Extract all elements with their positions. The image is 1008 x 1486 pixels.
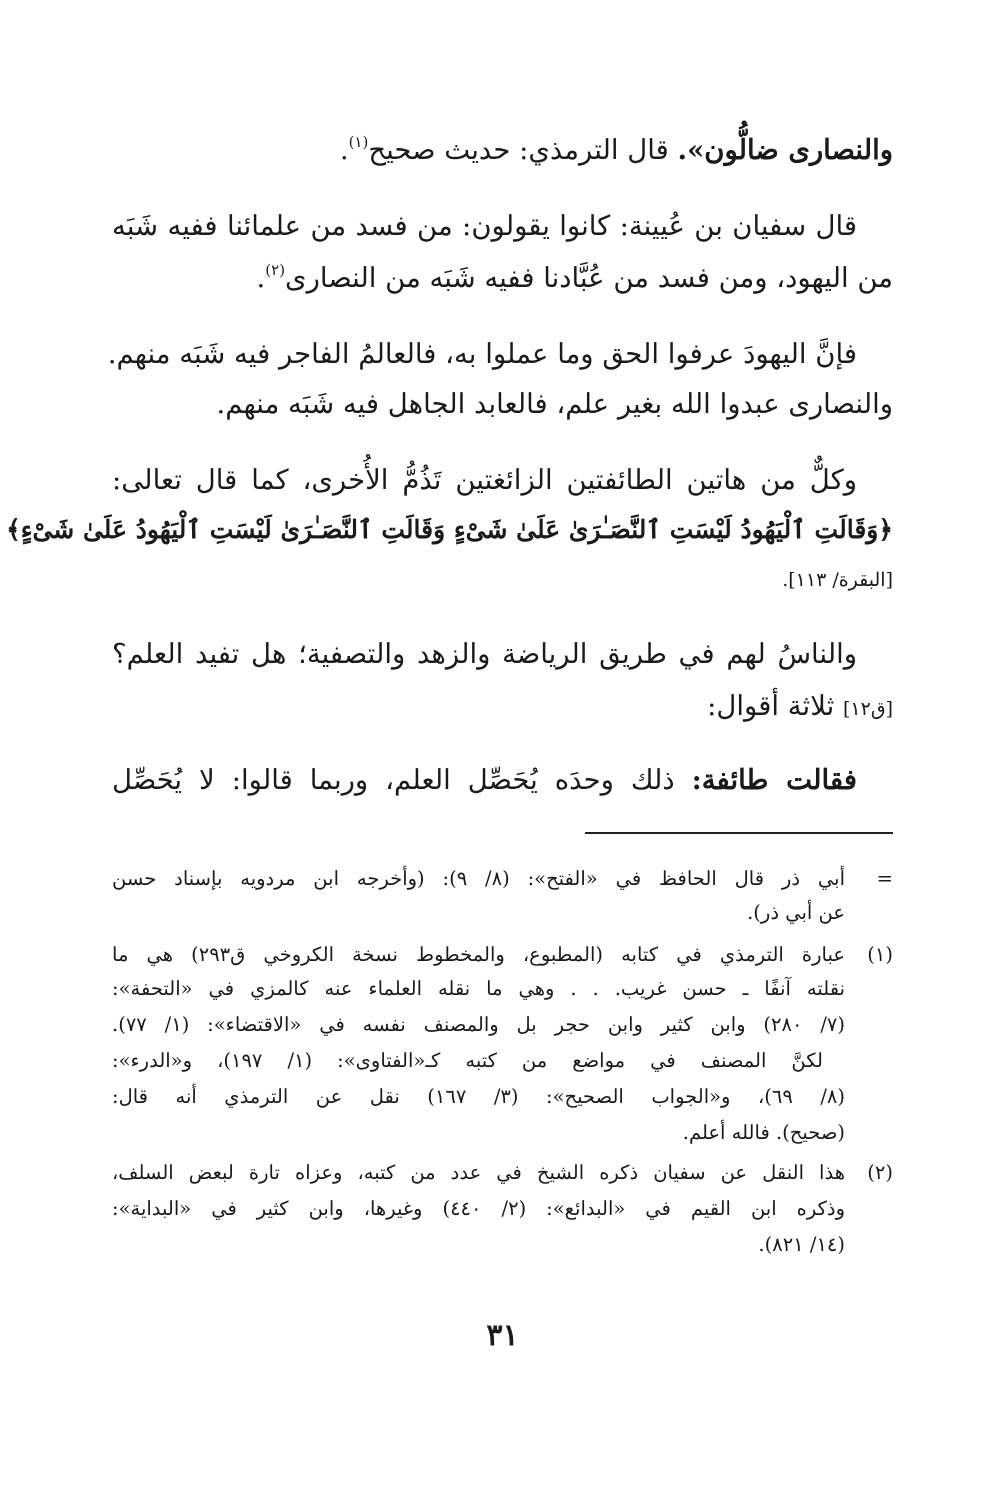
group-label: فقالت طائفة: <box>691 764 857 796</box>
footnote-continued-line-2: عن أبي ذر). <box>747 901 845 924</box>
paragraph-6-text: ذلك وحدَه يُحَصِّل العلم، وربما قالوا: لا يُحَصِّل <box>112 764 692 796</box>
tirmidhi-grading: قال الترمذي: حديث صحيح <box>368 134 678 166</box>
footnote-1-line-6: (صحيح). فالله أعلم. <box>682 1121 845 1144</box>
book-page <box>6 0 893 1486</box>
paragraph-4-line-1: وكلٌّ من هاتين الطائفتين الزائغتين تَذُمُّ الأُخرى، كما قال تعالى: <box>112 464 857 496</box>
paragraph-1 <box>112 130 893 170</box>
footnote-1-line-4: لكنَّ المصنف في مواضع من كتبه كـ«الفتاوى»: (١/ ١٩٧)، و«الدرء»: <box>112 1049 823 1072</box>
paragraph-5-line-2-text: ثلاثة أقوال: <box>707 690 843 722</box>
quran-verse: ﴿وَقَالَتِ ٱلْيَهُودُ لَيْسَتِ ٱلنَّصَـٰرَىٰ عَلَىٰ شَىْءٍ وَقَالَتِ ٱلنَّصَـٰرَىٰ لَيْسَتِ ٱلْيَهُودُ عَلَىٰ شَىْءٍ﴾ <box>6 515 893 544</box>
footnote-ref-2[interactable]: (٢) <box>265 261 286 279</box>
paragraph-2-line-2-text: من اليهود، ومن فسد من عُبَّادنا ففيه شَبَه من النصارى <box>285 262 893 294</box>
verse-reference: [البقرة/ ١١٣]. <box>782 569 893 591</box>
footnote-ref-1[interactable]: (١) <box>348 133 369 151</box>
page-number: ٣١ <box>486 1318 519 1353</box>
footnote-2-line-2: وذكره ابن القيم في «البدائع»: (٢/ ٤٤٠) وغيرها، وابن كثير في «البداية»: <box>112 1197 845 1220</box>
paragraph-6 <box>112 760 857 800</box>
footnote-1-line-3: (٧/ ٢٨٠) وابن كثير وابن حجر بل والمصنف نفسه في «الاقتضاء»: (١/ ٧٧). <box>112 1013 845 1036</box>
sentence-end: . <box>339 134 349 166</box>
footnote-1-number: (١) <box>867 943 893 966</box>
footnote-2-line-1: هذا النقل عن سفيان ذكره الشيخ في عدد من كتبه، وعزاه تارة لبعض السلف، <box>112 1161 845 1184</box>
paragraph-3-line-1: فإنَّ اليهودَ عرفوا الحق وما عملوا به، فالعالمُ الفاجر فيه شَبَه منهم. <box>107 338 857 370</box>
footnote-separator <box>585 832 893 834</box>
paragraph-5-line-1: والناسُ لهم في طريق الرياضة والزهد والتصفية؛ هل تفيد العلم؟ <box>112 638 857 670</box>
paragraph-2-line-2 <box>112 258 893 298</box>
footnote-continuation-marker: = <box>876 867 893 890</box>
footnote-1-line-1: عبارة الترمذي في كتابه (المطبوع، والمخطوط نسخة الكروخي ق٢٩٣) هي ما <box>112 943 845 966</box>
manuscript-folio-marker: [ق١٢] <box>843 698 893 720</box>
paragraph-2-line-1: قال سفيان بن عُيينة: كانوا يقولون: من فسد من علمائنا ففيه شَبَه <box>112 210 857 242</box>
footnote-2-number: (٢) <box>867 1161 893 1184</box>
quote-end: والنصارى ضالُّون». <box>677 134 893 166</box>
footnote-1-line-2: نقلته آنفًا ـ حسن غريب. . . وهي ما نقله العلماء عنه كالمزي في «التحفة»: <box>112 977 845 1000</box>
footnote-continued-line-1: أبي ذر قال الحافظ في «الفتح»: (٨/ ٩): (وأخرجه ابن مردويه بإسناد حسن <box>112 867 845 890</box>
paragraph-3-line-2: والنصارى عبدوا الله بغير علم، فالعابد الجاهل فيه شَبَه منهم. <box>216 388 893 420</box>
sentence-end: . <box>256 262 266 294</box>
footnote-1-line-5: (٨/ ٦٩)، و«الجواب الصحيح»: (٣/ ١٦٧) نقل عن الترمذي أنه قال: <box>112 1085 845 1108</box>
footnote-2-line-3: (١٤/ ٨٢١). <box>758 1233 845 1256</box>
paragraph-5-line-2 <box>112 686 893 729</box>
